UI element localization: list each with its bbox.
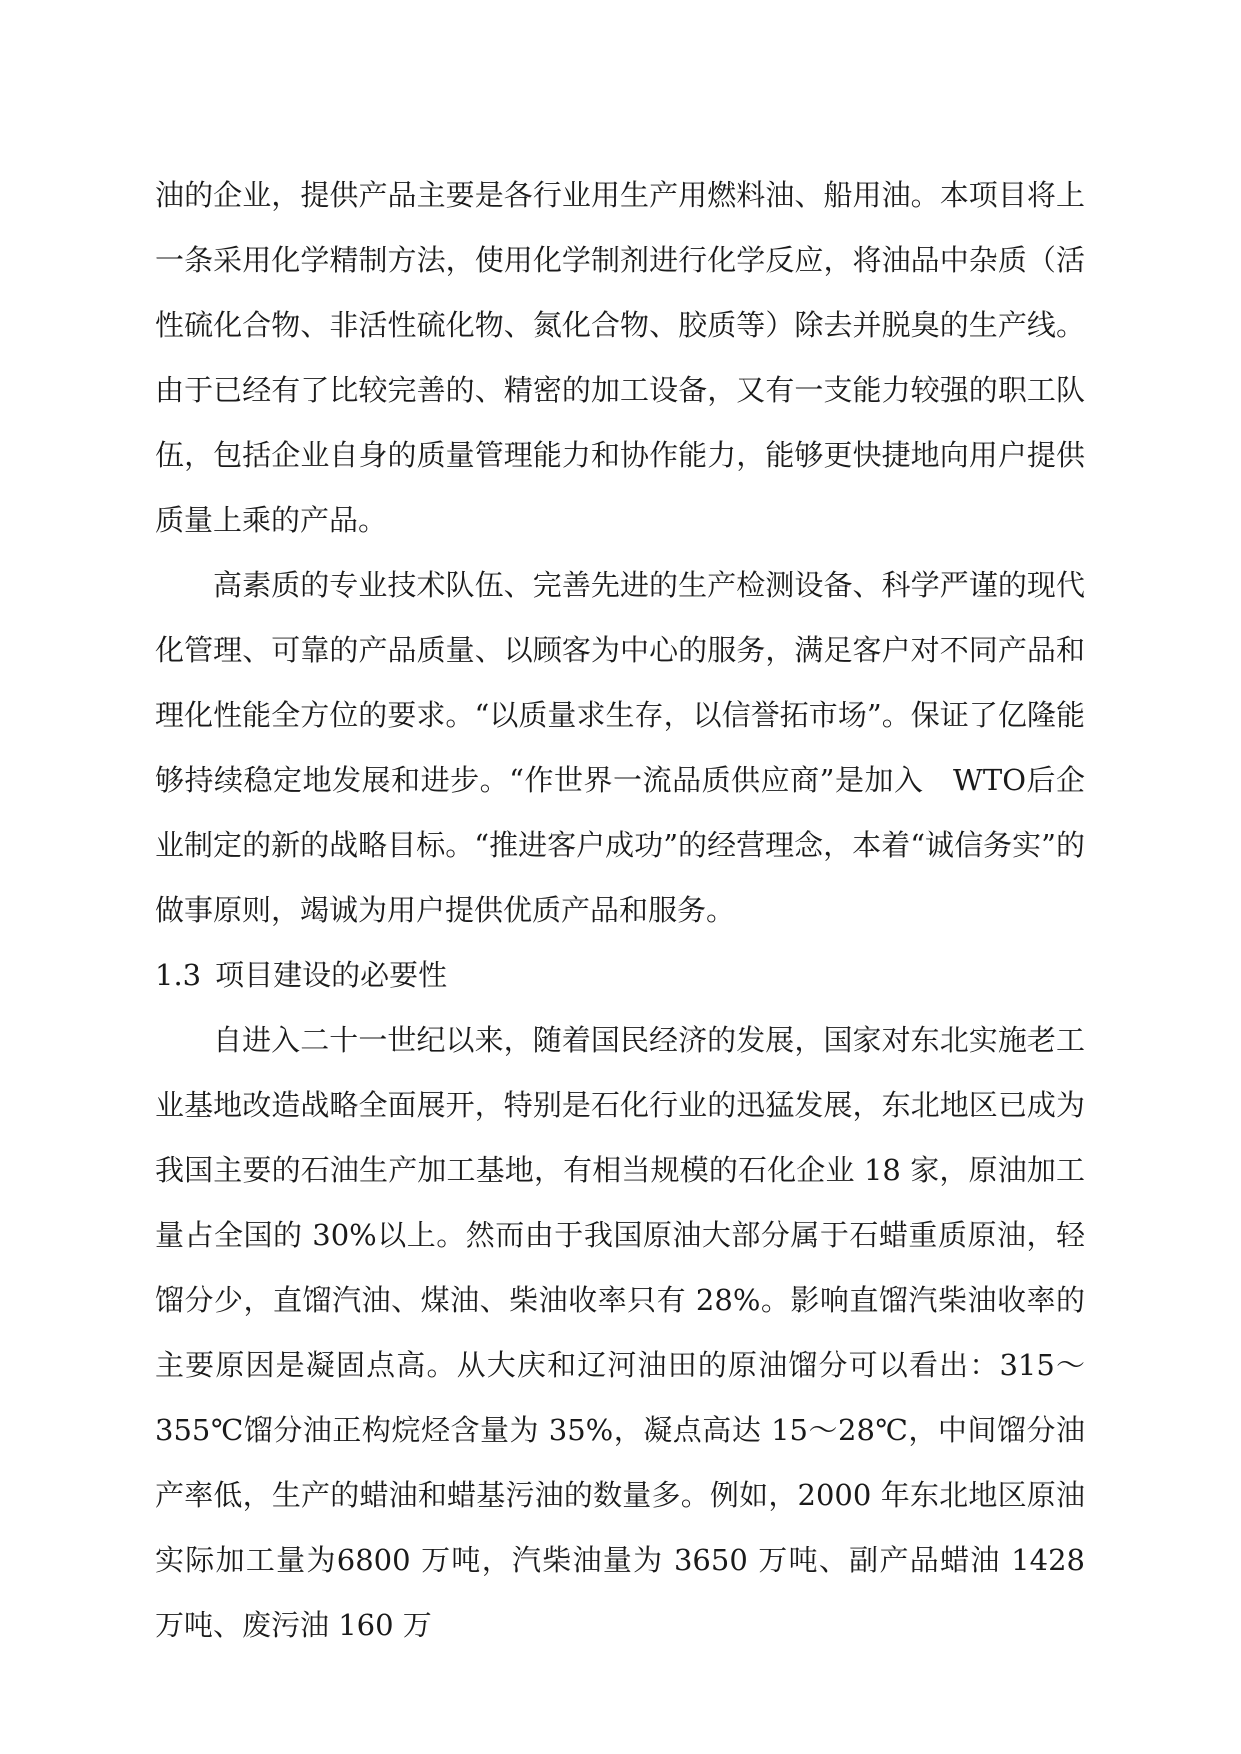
- paragraph-company-production: 油的企业，提供产品主要是各行业用生产用燃料油、船用油。本项目将上一条采用化学精制方法，使用化学制剂进行化学反应，将油品中杂质（活性硫化合物、非活性硫化物、氮化合物、胶质等）除去并脱臭的生产线。由于已经有了比较完善的、精密的加工设备，又有一支能力较强的职工队伍，包括企业自身的质量管理能力和协作能力，能够更快捷地向用户提供质量上乘的产品。: [155, 178, 1085, 537]
- paragraph-quality-strategy: 高素质的专业技术队伍、完善先进的生产检测设备、科学严谨的现代化管理、可靠的产品质量、以顾客为中心的服务，满足客户对不同产品和理化性能全方位的要求。“以质量求生存，以信誉拓市场”。保证了亿隆能够持续稳定地发展和进步。“作世界一流品质供应商”是加入 WTO后企业制定的新的战略目标。“推进客户成功”的经营理念，本着“诚信务实”的做事原则，竭诚为用户提供优质产品和服务。: [155, 568, 1085, 927]
- document-body: [155, 163, 1085, 1658]
- section-title: 项目建设的必要性: [215, 958, 448, 992]
- section-heading: [155, 943, 1085, 1008]
- section-number: 1.3: [155, 958, 202, 992]
- paragraph-necessity: 自进入二十一世纪以来，随着国民经济的发展，国家对东北实施老工业基地改造战略全面展开，特别是石化行业的迅猛发展，东北地区已成为我国主要的石油生产加工基地，有相当规模的石化企业 18 家，原油加工量占全国的 30%以上。然而由于我国原油大部分属于石蜡重质原油，轻馏分少，直馏汽油、煤油、柴油收率只有 28%。影响直馏汽柴油收率的主要原因是凝固点高。从大庆和辽河油田的原油馏分可以看出：315～355℃馏分油正构烷烃含量为 35%，凝点高达 15～28℃，中间馏分油产率低，生产的蜡油和蜡基污油的数量多。例如，2000 年东北地区原油实际加工量为6800 万吨，汽柴油量为 3650 万吨、副产品蜡油 1428 万吨、废污油 160 万: [155, 1023, 1085, 1642]
